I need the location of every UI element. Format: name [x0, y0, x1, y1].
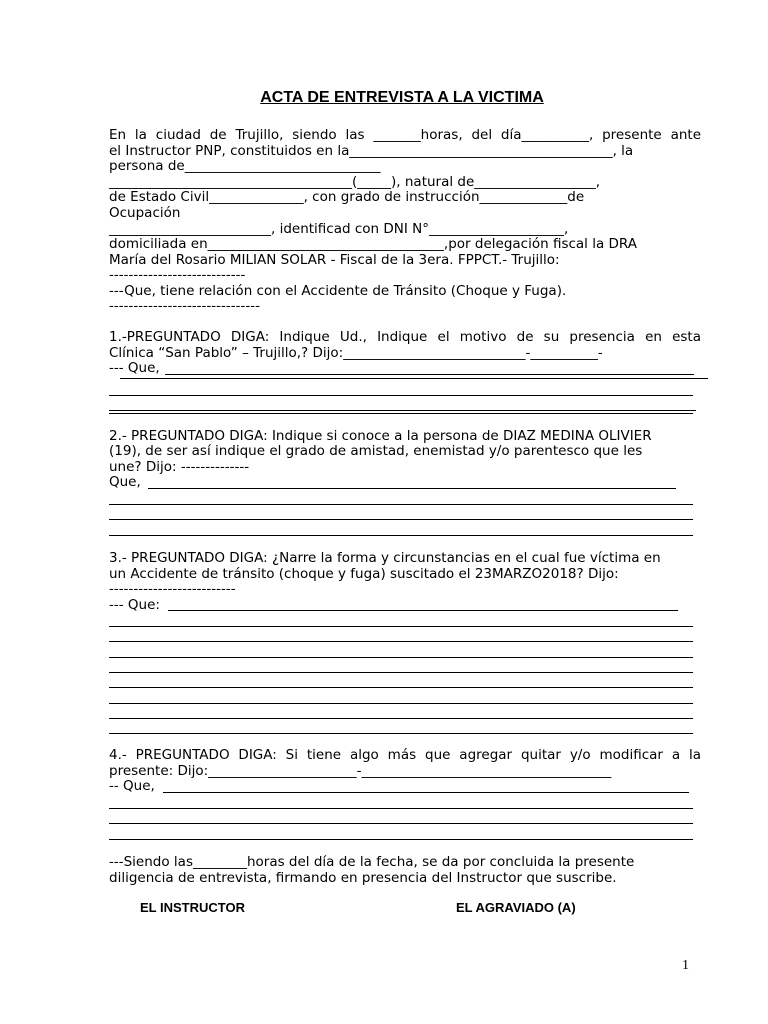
question-line: Clínica “San Pablo” – Trujillo,? Dijo:___________________________-__________-	[109, 345, 603, 361]
answer-line	[109, 535, 693, 536]
question-line: 2.- PREGUNTADO DIGA: Indique si conoce a la persona de DIAZ MEDINA OLIVIER	[109, 428, 652, 444]
question-line: une? Dijo: --------------	[109, 459, 250, 475]
answer-line	[109, 413, 693, 414]
question-line: --------------------------	[109, 581, 236, 597]
closing-line: diligencia de entrevista, firmando en presencia del Instructor que suscribe.	[109, 870, 617, 886]
intro-line: ____________________________________(_____), natural de__________________,	[109, 174, 601, 190]
answer-line	[109, 504, 693, 505]
answer-line	[168, 610, 678, 611]
question-line: un Accidente de tránsito (choque y fuga) suscitado el 23MARZO2018? Dijo:	[109, 566, 619, 582]
answer-line	[165, 374, 694, 375]
intro-line: persona de_____________________________	[109, 158, 381, 174]
answer-line	[163, 792, 689, 793]
answer-line	[109, 395, 693, 396]
intro-line: ________________________, identificad con DNI N°____________________,	[109, 221, 569, 237]
answer-line	[109, 808, 693, 809]
question-line: 3.- PREGUNTADO DIGA: ¿Narre la forma y circunstancias en el cual fue víctima en	[109, 550, 661, 566]
answer-line	[109, 703, 693, 704]
question-line: 4.- PREGUNTADO DIGA: Si tiene algo más que agregar quitar y/o modificar a la	[109, 747, 701, 763]
intro-line: María del Rosario MILIAN SOLAR - Fiscal de la 3era. FPPCT.- Trujillo:	[109, 252, 560, 268]
answer-line	[109, 839, 693, 840]
answer-line	[109, 823, 693, 824]
question-line: presente: Dijo:______________________-_____________________________________	[109, 763, 612, 779]
answer-line	[109, 657, 693, 658]
question-line: 1.-PREGUNTADO DIGA: Indique Ud., Indique el motivo de su presencia en esta	[109, 329, 701, 345]
intro-line: el Instructor PNP, constituidos en la_______________________________________, la	[109, 143, 634, 159]
signature-agraviado: EL AGRAVIADO (A)	[456, 900, 576, 915]
answer-line	[109, 672, 693, 673]
answer-line	[109, 410, 696, 411]
intro-line: -------------------------------	[109, 298, 261, 314]
intro-line: domiciliada en___________________________________,por delegación fiscal la DRA	[109, 236, 637, 252]
intro-line: ---Que, tiene relación con el Accidente de Tránsito (Choque y Fuga).	[109, 283, 567, 299]
answer-label: -- Que,	[109, 778, 155, 794]
page-title: ACTA DE ENTREVISTA A LA VICTIMA	[260, 89, 544, 106]
answer-line	[109, 718, 693, 719]
answer-line	[109, 641, 693, 642]
answer-label: Que,	[109, 474, 141, 490]
question-line: (19), de ser así indique el grado de amistad, enemistad y/o parentesco que les	[109, 443, 643, 459]
answer-line	[148, 488, 676, 489]
intro-line: En la ciudad de Trujillo, siendo las _______horas, del día__________, presente ante	[109, 127, 701, 143]
intro-line: ----------------------------	[109, 267, 246, 283]
answer-label: --- Que:	[109, 597, 160, 613]
signature-instructor: EL INSTRUCTOR	[140, 900, 245, 915]
page-number: 1	[682, 958, 689, 973]
answer-line	[109, 519, 693, 520]
closing-line: ---Siendo las________horas del día de la fecha, se da por concluida la presente	[109, 854, 635, 870]
answer-line	[109, 687, 693, 688]
answer-label: --- Que,	[109, 360, 160, 376]
intro-line: de Estado Civil______________, con grado de instrucción_____________de	[109, 189, 585, 205]
answer-line	[109, 733, 693, 734]
intro-line: Ocupación	[109, 205, 181, 221]
answer-line	[109, 626, 693, 627]
answer-line	[120, 378, 708, 379]
